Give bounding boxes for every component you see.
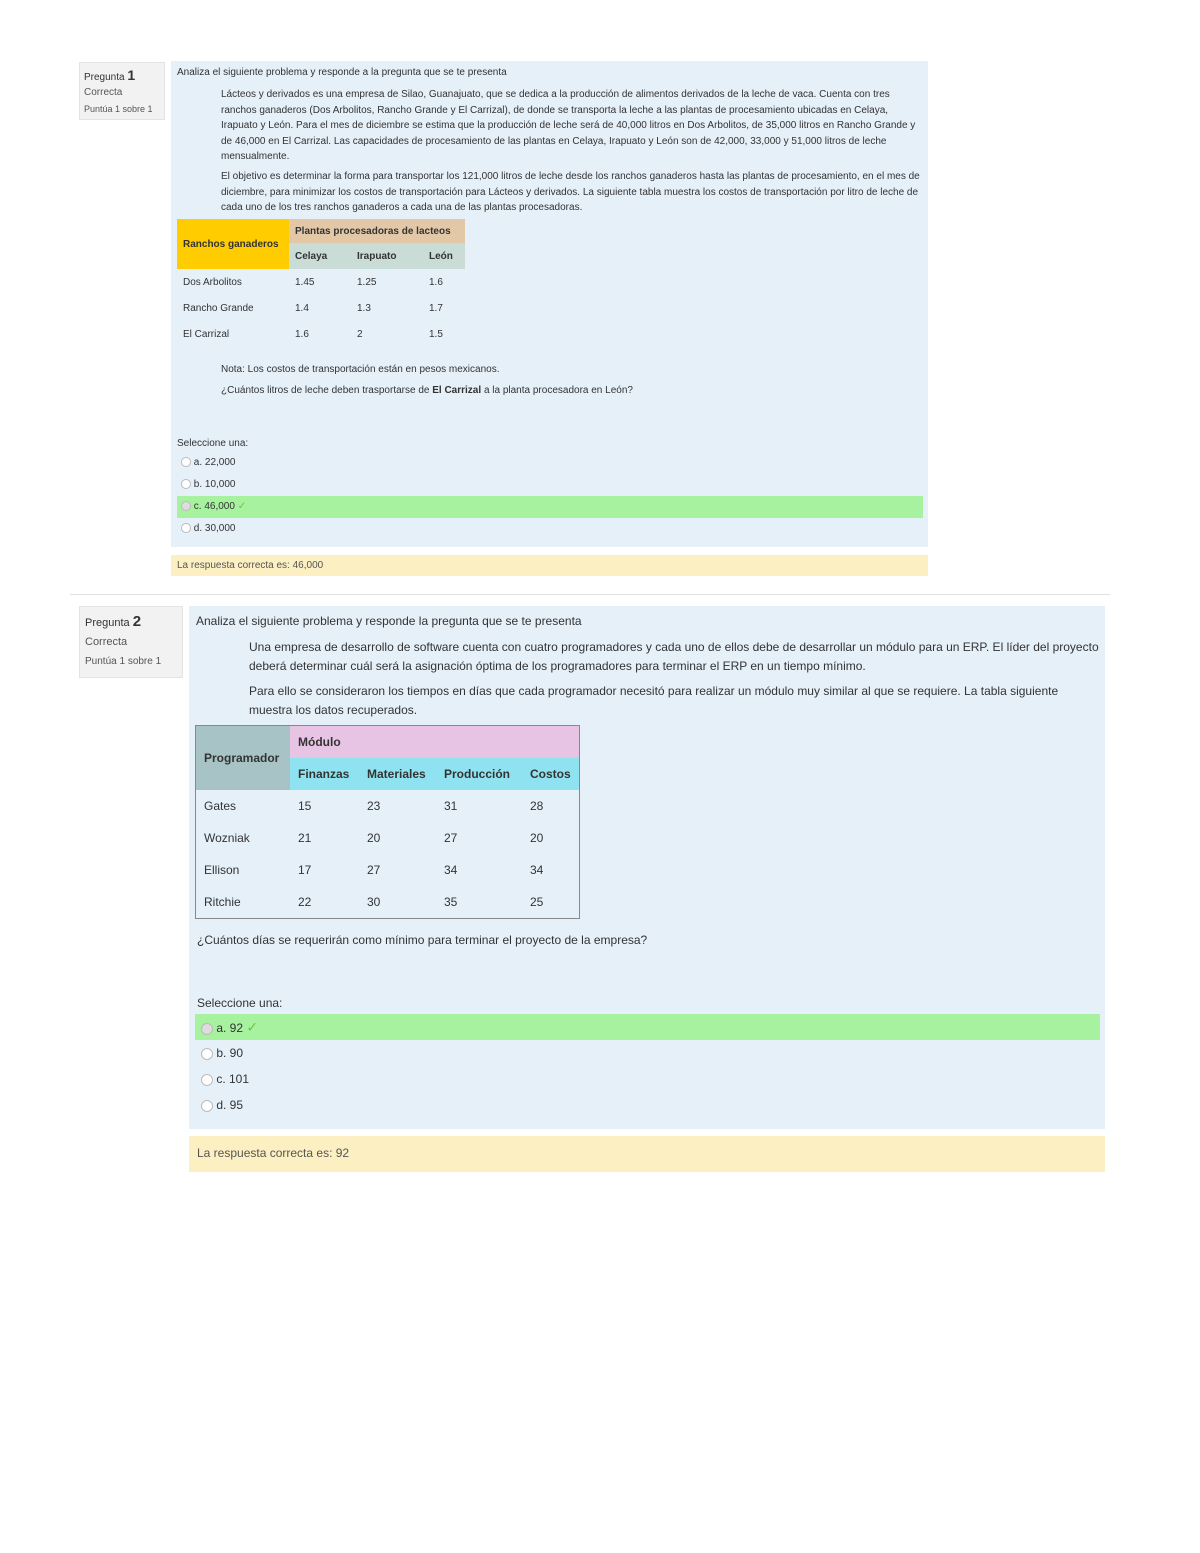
q2-paragraph-2: Para ello se consideraron los tiempos en días que cada programador necesitó para realizar un módulo muy similar al que se requiere. La tabla siguiente muestra los datos recuperados. <box>249 684 1059 717</box>
q2-select-label: Seleccione una: <box>197 996 283 1010</box>
q2-option-b[interactable]: b. 90 <box>195 1042 1100 1066</box>
radio-icon[interactable] <box>201 1100 213 1112</box>
q2-question: ¿Cuántos días se requerirán como mínimo para terminar el proyecto de la empresa? <box>197 933 648 947</box>
q2-col-produccion: Producción <box>436 758 522 790</box>
table-row: Wozniak 21 20 27 20 <box>204 831 544 845</box>
q1-question: ¿Cuántos litros de leche deben trasportarse de El Carrizal a la planta procesadora en León? <box>221 385 633 396</box>
q1-formulation <box>171 61 928 547</box>
check-icon: ✓ <box>237 501 247 512</box>
q1-paragraph-1: Lácteos y derivados es una empresa de Silao, Guanajuato, que se dedica a la producción de alimentos derivados de la leche de vaca. Cuenta con tres ranchos ganaderos (Dos Arbolitos, Rancho Grande y El Carrizal), de donde se transporta la leche a las plantas de procesamiento ubicadas en Celaya, Irapuato y León. Para el mes de diciembre se estima que la producción de leche será de 40,000 litros en Dos Arbolitos, de 35,000 litros en Rancho Grande y de 46,000 en El Carrizal. Las capacidades de procesamiento de las plantas en Celaya, Irapuato y León son de 42,000, 33,000 y 51,000 litros de leche mensualmente. <box>221 89 916 162</box>
q1-paragraph-2: El objetivo es determinar la forma para transportar los 121,000 litros de leche desde los ranchos ganaderos hasta las plantas de procesamiento, en el mes de diciembre, para minimizar los costos de transportación para Lácteos y derivados. La siguiente tabla muestra los costos de transportación por litro de leche de cada uno de los tres ranchos ganaderos a cada una de las plantas procesadoras. <box>221 171 920 213</box>
radio-icon[interactable] <box>181 457 191 467</box>
q2-info-box <box>79 606 183 678</box>
q2-option-d[interactable]: d. 95 <box>195 1094 1100 1118</box>
radio-icon[interactable] <box>201 1048 213 1060</box>
q1-col-celaya: Celaya <box>289 243 351 269</box>
radio-icon[interactable] <box>201 1074 213 1086</box>
q1-cost-table <box>177 219 465 347</box>
q2-col-finanzas: Finanzas <box>290 758 359 790</box>
q1-col-irapuato: Irapuato <box>351 243 423 269</box>
radio-icon[interactable] <box>201 1023 213 1035</box>
q1-table-group-header: Plantas procesadoras de lacteos <box>289 219 465 243</box>
q1-option-d[interactable]: d. 30,000 <box>177 519 923 539</box>
q1-option-b[interactable]: b. 10,000 <box>177 475 923 495</box>
q2-number: Pregunta 2 <box>85 613 142 630</box>
q2-time-table <box>195 725 580 919</box>
q2-table-group-header: Módulo <box>290 726 579 759</box>
q1-select-label: Seleccione una: <box>177 438 249 449</box>
q1-number: Pregunta 1 <box>84 67 136 83</box>
q2-feedback: La respuesta correcta es: 92 <box>189 1136 1105 1172</box>
table-row: El Carrizal 1.6 2 1.5 <box>183 328 443 340</box>
q2-status: Correcta <box>85 636 128 648</box>
q1-status: Correcta <box>84 87 123 98</box>
q2-option-a[interactable]: a. 92 ✓ <box>195 1014 1100 1040</box>
divider <box>70 594 1110 595</box>
q1-option-c[interactable]: c. 46,000 ✓ <box>177 496 923 518</box>
q2-col-costos: Costos <box>522 758 579 790</box>
q2-points: Puntúa 1 sobre 1 <box>85 656 162 667</box>
q2-intro: Analiza el siguiente problema y responde la pregunta que se te presenta <box>196 614 582 628</box>
q1-option-a[interactable]: a. 22,000 <box>177 453 923 473</box>
table-row: Ritchie 22 30 35 25 <box>204 894 544 909</box>
table-row: Rancho Grande 1.4 1.3 1.7 <box>183 302 443 314</box>
q2-col-materiales: Materiales <box>359 758 436 790</box>
q1-intro: Analiza el siguiente problema y responde a la pregunta que se te presenta <box>177 67 507 78</box>
q1-col-leon: León <box>423 243 465 269</box>
check-icon: ✓ <box>246 1019 259 1035</box>
q1-info-box <box>79 62 165 120</box>
q1-table-row-header: Ranchos ganaderos <box>177 219 289 269</box>
table-row: Gates 15 23 31 28 <box>204 799 544 813</box>
radio-icon[interactable] <box>181 523 191 533</box>
radio-icon[interactable] <box>181 501 191 511</box>
q2-formulation <box>189 606 1105 1129</box>
q2-option-c[interactable]: c. 101 <box>195 1068 1100 1092</box>
q2-paragraph-1: Una empresa de desarrollo de software cuenta con cuatro programadores y cada uno de ellos debe de desarrollar un módulo para un ERP. El líder del proyecto deberá determinar cuál será la asignación óptima de los programadores para terminar el ERP en un tiempo mínimo. <box>249 640 1099 673</box>
q1-points: Puntúa 1 sobre 1 <box>84 104 153 114</box>
q1-feedback: La respuesta correcta es: 46,000 <box>171 555 928 576</box>
q2-table-row-header: Programador <box>196 726 291 791</box>
table-row: Dos Arbolitos 1.45 1.25 1.6 <box>183 276 443 288</box>
radio-icon[interactable] <box>181 479 191 489</box>
table-row: Ellison 17 27 34 34 <box>204 863 544 877</box>
q1-note: Nota: Los costos de transportación están en pesos mexicanos. <box>221 364 500 375</box>
